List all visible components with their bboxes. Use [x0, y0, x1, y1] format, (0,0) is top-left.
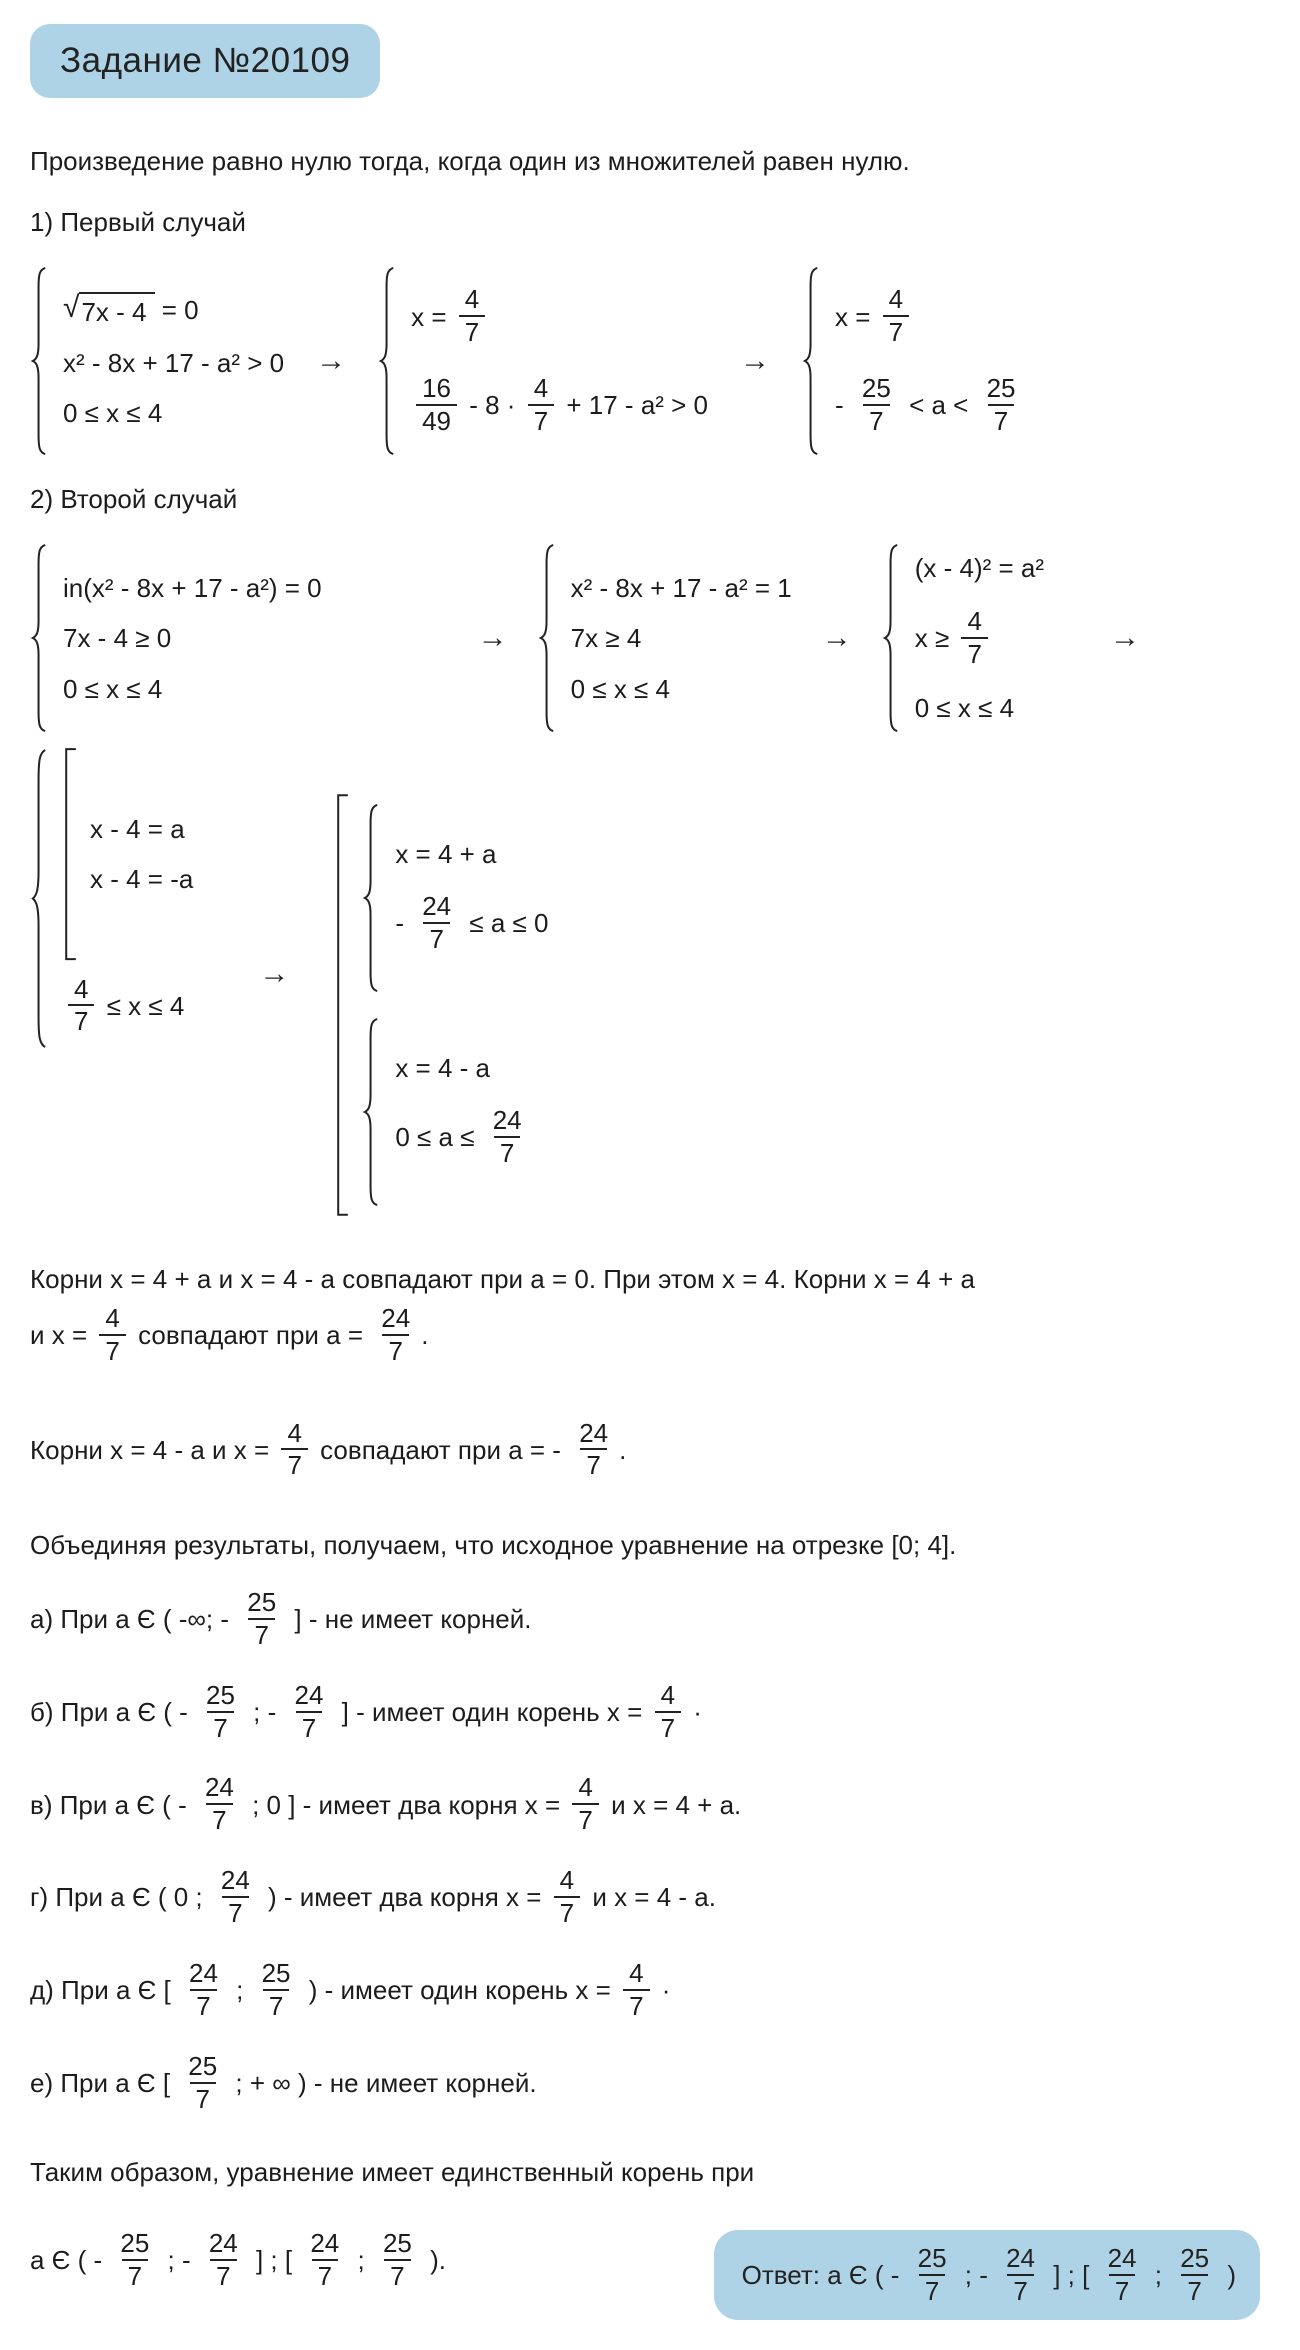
math-line: in(x² - 8x + 17 - a²) = 0 [63, 572, 322, 603]
arrow-icon: → [821, 621, 852, 655]
math-line: √ 7x - 4 = 0 [63, 291, 199, 328]
roots-coincide-paragraph-1 [30, 1263, 1270, 1370]
math-line: x² - 8x + 17 - a² > 0 [63, 347, 285, 378]
task-number-badge: Задание №20109 [30, 24, 380, 98]
case-d-line: д) При a Є [ $\frac{24}{7}$ ; $\frac{25}{7}$ ) - имеет один корень x = $\frac{4}{7}$ · [30, 1957, 671, 2021]
arrow-icon: → [477, 621, 508, 655]
conclusion-paragraph: Таким образом, уравнение имеет единственный корень при [30, 2156, 755, 2187]
curly-brace-icon [882, 543, 901, 733]
third-systems-row [30, 747, 1270, 1219]
system-i [362, 1017, 548, 1207]
case1-heading: 1) Первый случай [30, 207, 246, 238]
first-case-systems-row [30, 266, 1270, 456]
math-line: $\frac{16}{49}$ - 8 · $\frac{4}{7}$ + 17 - a² > 0 [411, 370, 708, 441]
system-b [378, 266, 708, 456]
math-line: x = $\frac{4}{7}$ [411, 281, 708, 352]
system-h [362, 803, 548, 993]
math-line: x - 4 = -a [90, 864, 194, 895]
curly-brace-icon [378, 266, 397, 456]
case-e-line: е) При a Є [ $\frac{25}{7}$ ; + ∞ ) - не имеет корней. [30, 2050, 537, 2114]
math-line: 0 ≤ x ≤ 4 [63, 673, 163, 704]
math-line: 7x ≥ 4 [570, 623, 642, 654]
square-bracket-icon [335, 791, 350, 1219]
math-line: и x = $\frac{4}{7}$ совпадают при a = $\frac{24}{7}$ . [30, 1302, 429, 1366]
curly-brace-icon [802, 266, 821, 456]
math-line: 0 ≤ a ≤ $\frac{24}{7}$ [395, 1105, 522, 1169]
math-line: - $\frac{25}{7}$ < a < $\frac{25}{7}$ [835, 373, 1016, 437]
math-line: - $\frac{24}{7}$ ≤ a ≤ 0 [395, 891, 549, 955]
answer-badge [714, 2230, 1260, 2321]
math-line: x ≥ $\frac{4}{7}$ [915, 603, 1044, 674]
system-e [538, 543, 792, 733]
math-line: Корни x = 4 + a и x = 4 - a совпадают при a = 0. При этом x = 4. Корни x = 4 + a [30, 1264, 975, 1295]
arrow-icon: → [1110, 621, 1141, 655]
alternatives-bracket-group [63, 747, 193, 961]
math-line: Ответ: a Є ( - $\frac{25}{7}$ ; - $\frac{24}{7}$ ] ; [ $\frac{24}{7}$ ; $\frac{25}{7}$ ) [741, 2242, 1236, 2306]
system-c [802, 266, 1026, 456]
math-line: Корни x = 4 - a и x = $\frac{4}{7}$ совпадают при a = - $\frac{24}{7}$ . [30, 1417, 627, 1481]
curly-brace-icon [30, 747, 49, 1050]
combining-results-paragraph [30, 1529, 1270, 1562]
math-line: 0 ≤ x ≤ 4 [914, 692, 1015, 723]
curly-brace-icon [30, 266, 49, 456]
curly-brace-icon [362, 1017, 381, 1207]
math-line: Объединяя результаты, получаем, что исходное уравнение на отрезке [0; 4]. [30, 1530, 957, 1561]
system-a [30, 266, 284, 456]
arrow-icon: → [259, 957, 290, 991]
math-line: $\frac{4}{7}$ ≤ x ≤ 4 [63, 971, 193, 1042]
case-b-line: б) При a Є ( - $\frac{25}{7}$ ; - $\frac{24}{7}$ ] - имеет один корень x = $\frac{4}{7}$ · [30, 1679, 702, 1743]
math-line: 7x - 4 ≥ 0 [63, 623, 172, 654]
system-d [30, 543, 322, 733]
case-v-line: в) При a Є ( - $\frac{24}{7}$ ; 0 ] - имеет два корня x = $\frac{4}{7}$ и x = 4 + a. [30, 1772, 742, 1836]
case-g-line: г) При a Є ( 0 ; $\frac{24}{7}$ ) - имеет два корня x = $\frac{4}{7}$ и x = 4 - a. [30, 1865, 716, 1929]
final-formula: a Є ( - $\frac{25}{7}$ ; - $\frac{24}{7}$ ] ; [ $\frac{24}{7}$ ; $\frac{25}{7}$ ). [30, 2227, 446, 2291]
math-line: 0 ≤ x ≤ 4 [570, 673, 671, 704]
math-line: x² - 8x + 17 - a² = 1 [570, 572, 792, 603]
arrow-icon: → [740, 344, 771, 378]
math-line: (x - 4)² = a² [914, 553, 1045, 584]
system-g [30, 747, 193, 1050]
curly-brace-icon [362, 803, 381, 993]
square-bracket-icon [63, 747, 78, 961]
math-line: x = 4 + a [395, 838, 497, 869]
curly-brace-icon [538, 543, 557, 733]
math-line: x = 4 - a [395, 1052, 490, 1083]
combined-solutions-bracket [335, 791, 548, 1219]
second-case-systems-row [30, 543, 1270, 733]
curly-brace-icon [30, 543, 49, 733]
arrow-icon: → [316, 344, 347, 378]
case2-heading: 2) Второй случай [30, 484, 238, 515]
math-line: x - 4 = a [90, 813, 185, 844]
final-row [30, 2200, 1270, 2321]
intro-paragraph: Произведение равно нулю тогда, когда один из множителей равен нулю. [30, 146, 910, 176]
math-line: 0 ≤ x ≤ 4 [63, 398, 163, 429]
math-line: x = $\frac{4}{7}$ [835, 281, 1026, 352]
case-a-line: а) При a Є ( -∞; - $\frac{25}{7}$ ] - не имеет корней. [30, 1586, 532, 1650]
roots-coincide-paragraph-2 [30, 1415, 1270, 1486]
system-f [882, 543, 1044, 733]
